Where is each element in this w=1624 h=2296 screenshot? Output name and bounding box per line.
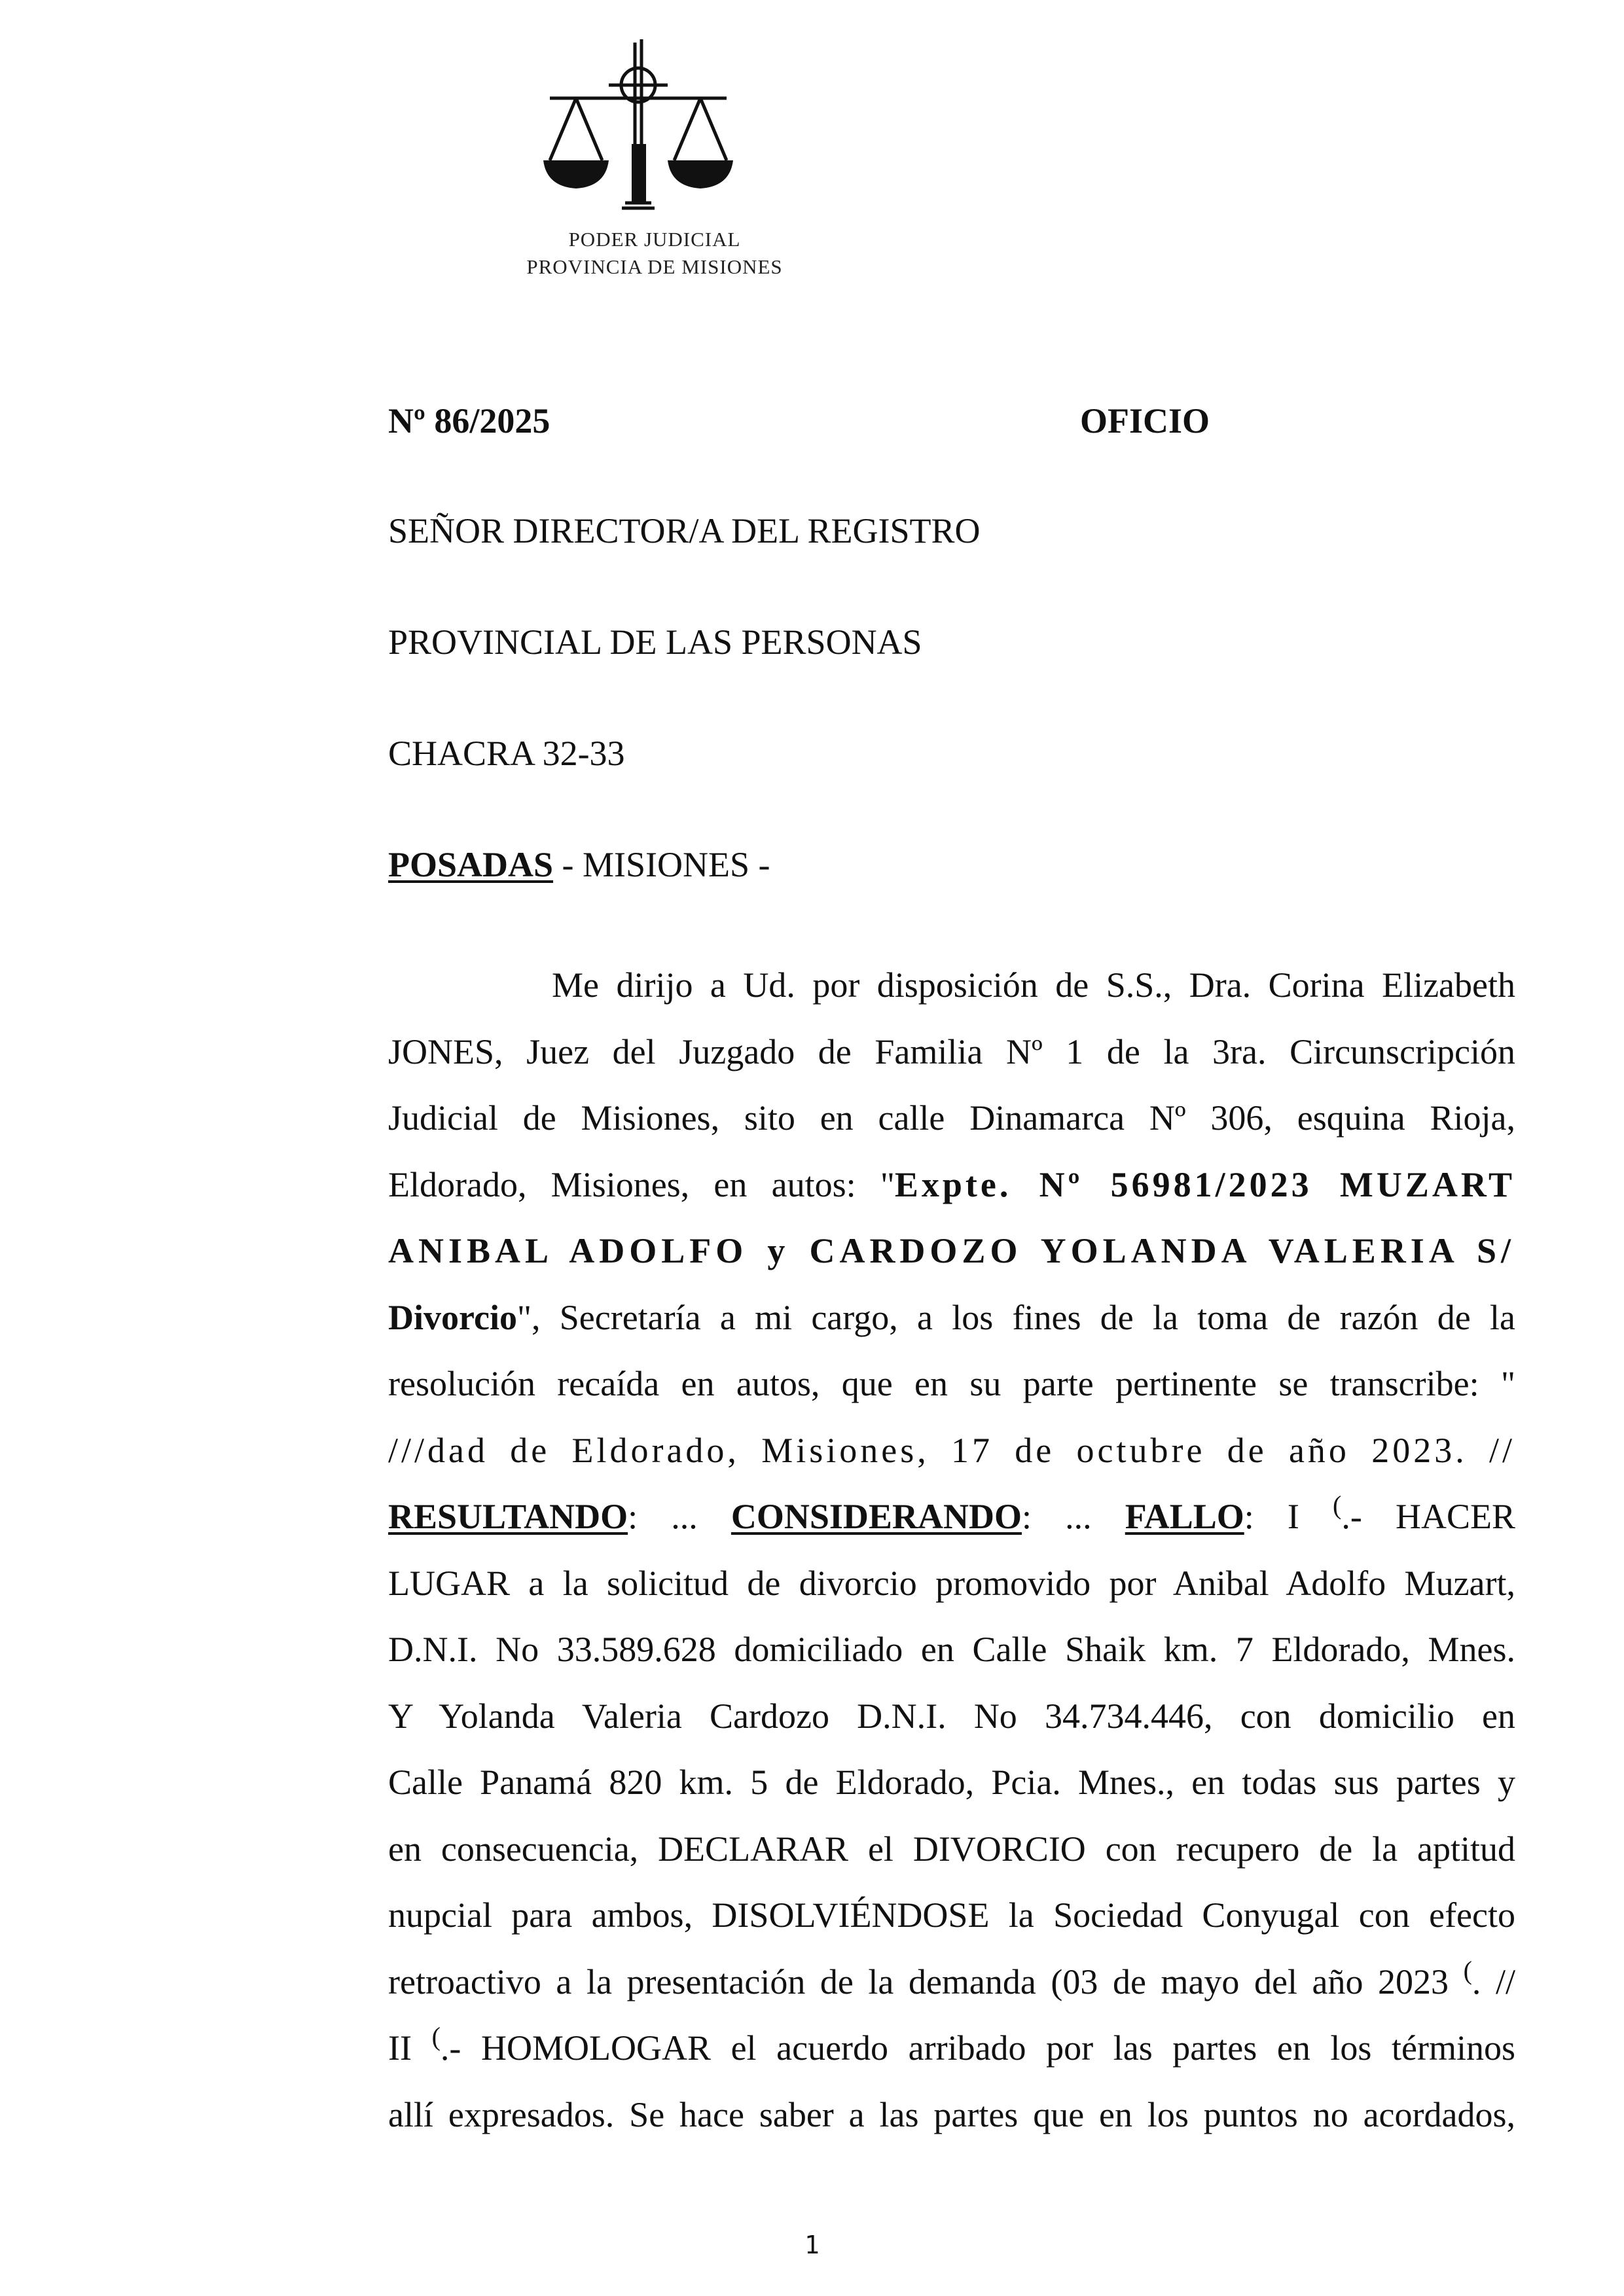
addressee-city-line — [388, 844, 770, 885]
body-line — [388, 1949, 1515, 2016]
stray-mark: ( — [1463, 1955, 1472, 1985]
stray-mark: ( — [1333, 1490, 1342, 1520]
body-line — [388, 1152, 1515, 1219]
body-text-fragment: .- HACER — [1341, 1497, 1515, 1536]
addressee-city: POSADAS — [388, 845, 554, 884]
body-line — [388, 2015, 1515, 2082]
body-text-fragment: . // — [1471, 1962, 1515, 2001]
document-type: OFICIO — [1080, 401, 1210, 440]
fallo-heading: FALLO — [1125, 1497, 1244, 1536]
scales-of-justice-icon — [537, 39, 772, 216]
body-text — [388, 952, 1515, 2148]
body-line — [388, 1285, 1515, 1352]
body-line: D.N.I. No 33.589.628 domiciliado en Calle Shaik km. 7 Eldorado, Mnes. — [388, 1630, 1515, 1669]
body-text-fragment: .- HOMOLOGAR el acuerdo arribado por las partes en los términos — [440, 2028, 1516, 2068]
body-text-fragment: ", Secretaría a mi cargo, a los fines de la toma de razón de la — [516, 1297, 1515, 1337]
body-line: en consecuencia, DECLARAR el DIVORCIO con recupero de la aptitud — [388, 1829, 1515, 1869]
body-line — [388, 1484, 1515, 1551]
addressee-line-1: SEÑOR DIRECTOR/A DEL REGISTRO — [388, 511, 981, 550]
resolution-date-line: ///dad de Eldorado, Misiones, 17 de octubre de año 2023. // — [388, 1430, 1515, 1470]
addressee-line-2: PROVINCIAL DE LAS PERSONAS — [388, 622, 922, 662]
case-parties: ANIBAL ADOLFO y CARDOZO YOLANDA VALERIA S/ — [388, 1231, 1515, 1270]
letterhead-line-1: PODER JUDICIAL — [568, 228, 741, 251]
separator-text: : ... — [1021, 1497, 1125, 1536]
stray-mark: ( — [431, 2022, 441, 2051]
separator-text: : ... — [628, 1497, 731, 1536]
page-number: 1 — [804, 2231, 820, 2259]
considerando-heading: CONSIDERANDO — [731, 1497, 1022, 1536]
body-line: Me dirijo a Ud. por disposición de S.S., Dra. Corina Elizabeth — [552, 965, 1515, 1005]
body-line: Y Yolanda Valeria Cardozo D.N.I. No 34.734.446, con domicilio en — [388, 1696, 1515, 1736]
body-line: resolución recaída en autos, que en su parte pertinente se transcribe: " — [388, 1364, 1515, 1403]
addressee-province: - MISIONES - — [553, 845, 770, 884]
body-line: Calle Panamá 820 km. 5 de Eldorado, Pcia. Mnes., en todas sus partes y — [388, 1763, 1515, 1802]
body-line: JONES, Juez del Juzgado de Familia Nº 1 de la 3ra. Circunscripción — [388, 1031, 1515, 1071]
addressee-address: CHACRA 32-33 — [388, 734, 625, 773]
body-text-fragment: II — [388, 2028, 432, 2068]
body-line: nupcial para ambos, DISOLVIÉNDOSE la Sociedad Conyugal con efecto — [388, 1895, 1515, 1935]
case-type: Divorcio — [388, 1297, 517, 1337]
body-text-fragment: : I — [1244, 1497, 1333, 1536]
body-text-fragment: retroactivo a la presentación de la demanda (03 de mayo del año 2023 — [388, 1962, 1464, 2001]
letterhead-line-2: PROVINCIA DE MISIONES — [526, 255, 783, 278]
body-text-fragment: Eldorado, Misiones, en autos: " — [388, 1164, 895, 1204]
body-line: Judicial de Misiones, sito en calle Dinamarca Nº 306, esquina Rioja, — [388, 1098, 1515, 1138]
case-file-number: Expte. Nº 56981/2023 MUZART — [894, 1164, 1515, 1204]
body-line: allí expresados. Se hace saber a las partes que en los puntos no acordados, — [388, 2094, 1515, 2134]
body-line: LUGAR a la solicitud de divorcio promovido por Anibal Adolfo Muzart, — [388, 1563, 1515, 1603]
court-letterhead — [497, 226, 812, 281]
document-number: Nº 86/2025 — [388, 401, 550, 440]
resultando-heading: RESULTANDO — [388, 1497, 628, 1536]
